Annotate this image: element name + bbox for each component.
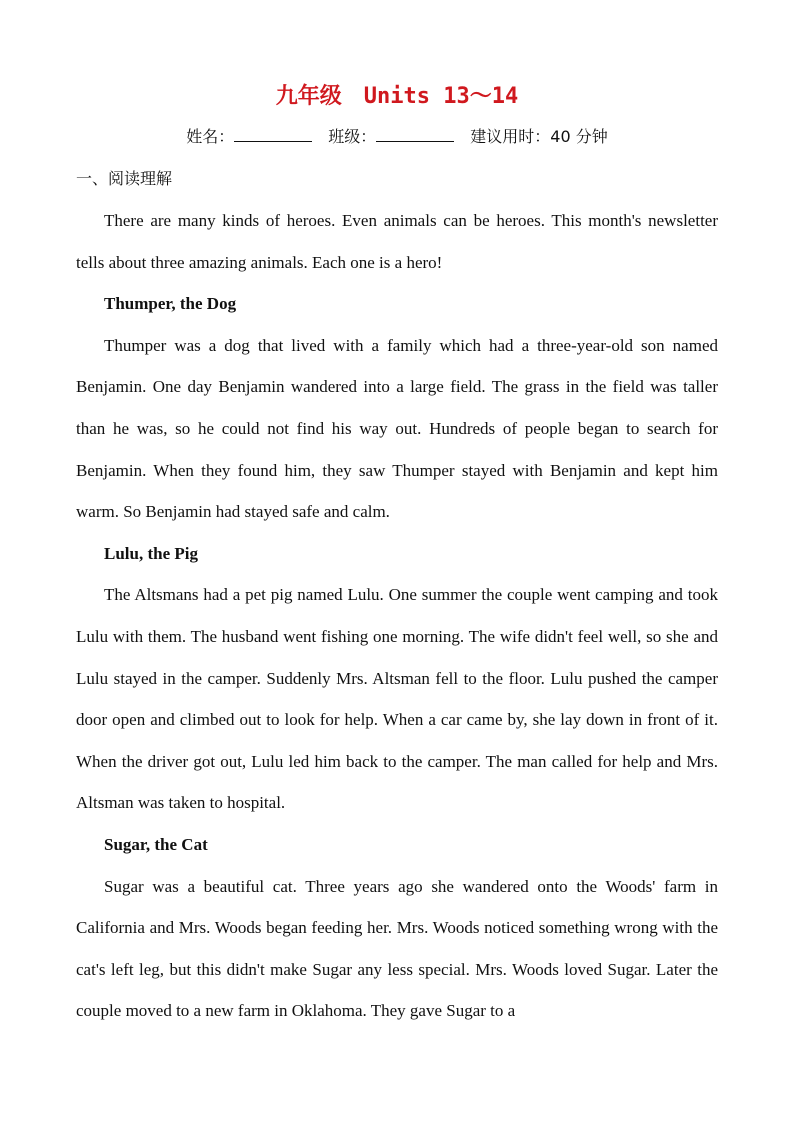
cat-paragraph: Sugar was a beautiful cat. Three years ago she wandered onto the Woods' farm in California and Mrs. Woods began feeding her. Mrs. Woods noticed something wrong with the cat's left leg, but this didn't make Sugar any less special. Mrs. Woods loved Sugar. Later the couple moved to a new farm in Oklahoma. They gave Sugar to a — [76, 876, 718, 1021]
class-label: 班级： — [328, 127, 377, 146]
dog-paragraph: Thumper was a dog that lived with a family which had a three-year-old son named Benjamin. One day Benjamin wandered into a large field. The grass in the field was taller than he was, so he could not find his way out. Hundreds of people began to search for Benjamin. When they found him, they saw Thumper stayed with Benjamin and kept him warm. So Benjamin had stayed safe and calm. — [76, 335, 718, 522]
worksheet-page — [76, 78, 718, 1032]
pig-paragraph: The Altsmans had a pet pig named Lulu. One summer the couple went camping and took Lulu with them. The husband went fishing one morning. The wife didn't feel well, so she and Lulu stayed in the camper. Suddenly Mrs. Altsman fell to the floor. Lulu pushed the camper door open and climbed out to look for help. When a car came by, she lay down in front of it. When the driver got out, Lulu led him back to the camper. The man called for help and Mrs. Altsman was taken to hospital. — [76, 585, 718, 813]
name-label: 姓名： — [186, 127, 235, 146]
time-label: 建议用时：40 分钟 — [470, 127, 608, 146]
cat-heading: Sugar, the Cat — [104, 834, 208, 854]
section-title: 一、阅读理解 — [76, 169, 173, 188]
name-blank[interactable] — [234, 127, 312, 142]
title-grade: 九年级 — [275, 84, 342, 109]
dog-heading: Thumper, the Dog — [104, 294, 237, 314]
page-title — [76, 78, 718, 116]
intro-paragraph: There are many kinds of heroes. Even animals can be heroes. This month's newsletter tells about three amazing animals. Each one is a hero! — [76, 211, 718, 272]
class-blank[interactable] — [376, 127, 454, 142]
pig-heading: Lulu, the Pig — [104, 543, 198, 563]
student-info-line — [76, 116, 718, 158]
title-units: Units 13～14 — [363, 84, 519, 109]
